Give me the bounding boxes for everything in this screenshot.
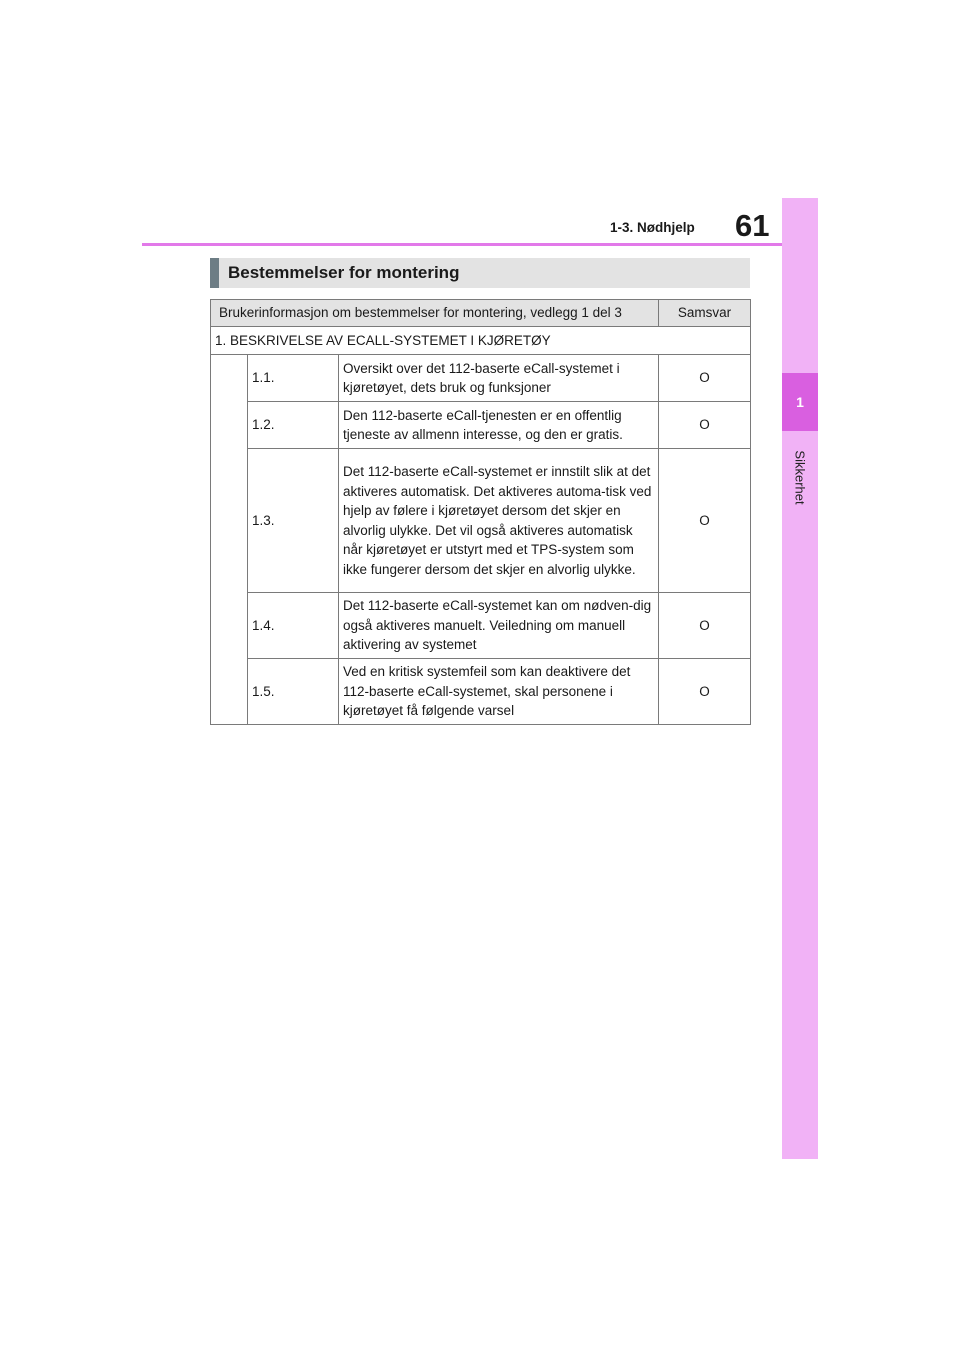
page-number: 61 bbox=[735, 208, 770, 243]
section-label: 1-3. Nødhjelp bbox=[610, 220, 695, 235]
heading-bar bbox=[210, 258, 219, 288]
row-number: 1.4. bbox=[248, 593, 339, 659]
row-number: 1.2. bbox=[248, 402, 339, 449]
heading-text: Bestemmelser for montering bbox=[228, 263, 460, 282]
row-text: Oversikt over det 112-baserte eCall-systemet i kjøretøyet, dets bruk og funksjoner bbox=[339, 355, 659, 402]
side-tab bbox=[782, 198, 818, 1159]
installation-table bbox=[210, 299, 751, 725]
row-answer: O bbox=[659, 355, 751, 402]
row-text: Den 112-baserte eCall-tjenesten er en offentlig tjeneste av allmenn interesse, og den er gratis. bbox=[339, 402, 659, 449]
header-description: Brukerinformasjon om bestemmelser for montering, vedlegg 1 del 3 bbox=[211, 300, 659, 327]
section-row-label: 1. BESKRIVELSE AV ECALL-SYSTEMET I KJØRETØY bbox=[211, 327, 751, 355]
row-answer: O bbox=[659, 402, 751, 449]
row-text: Det 112-baserte eCall-systemet kan om nødven-dig også aktiveres manuelt. Veiledning om manuell aktivering av systemet bbox=[339, 593, 659, 659]
table-row bbox=[211, 593, 751, 659]
indent-cell bbox=[211, 355, 248, 725]
chapter-title: Sikkerhet bbox=[792, 450, 808, 505]
row-number: 1.1. bbox=[248, 355, 339, 402]
row-answer: O bbox=[659, 659, 751, 725]
row-answer: O bbox=[659, 593, 751, 659]
chapter-number: 1 bbox=[796, 394, 804, 410]
header-rule bbox=[142, 243, 782, 246]
table-header-row bbox=[211, 300, 751, 327]
chapter-marker bbox=[782, 373, 818, 431]
header-compliance: Samsvar bbox=[659, 300, 751, 327]
row-text: Ved en kritisk systemfeil som kan deaktivere det 112-baserte eCall-systemet, skal personene i kjøretøyet få følgende varsel bbox=[339, 659, 659, 725]
section-row bbox=[211, 327, 751, 355]
table-row bbox=[211, 449, 751, 593]
row-number: 1.3. bbox=[248, 449, 339, 593]
row-number: 1.5. bbox=[248, 659, 339, 725]
section-heading bbox=[210, 258, 750, 288]
row-text: Det 112-baserte eCall-systemet er innstilt slik at det aktiveres automatisk. Det aktiveres automa-tisk ved hjelp av følere i kjøretøyet dersom det skjer en alvorlig ulykke. Det vil også aktiveres automatisk når kjøretøyet er utstyrt med et TPS-system som ikke fungerer dersom det skjer en alvorlig ulykke. bbox=[339, 449, 659, 593]
table-row bbox=[211, 402, 751, 449]
row-answer: O bbox=[659, 449, 751, 593]
table-row bbox=[211, 355, 751, 402]
table-row bbox=[211, 659, 751, 725]
